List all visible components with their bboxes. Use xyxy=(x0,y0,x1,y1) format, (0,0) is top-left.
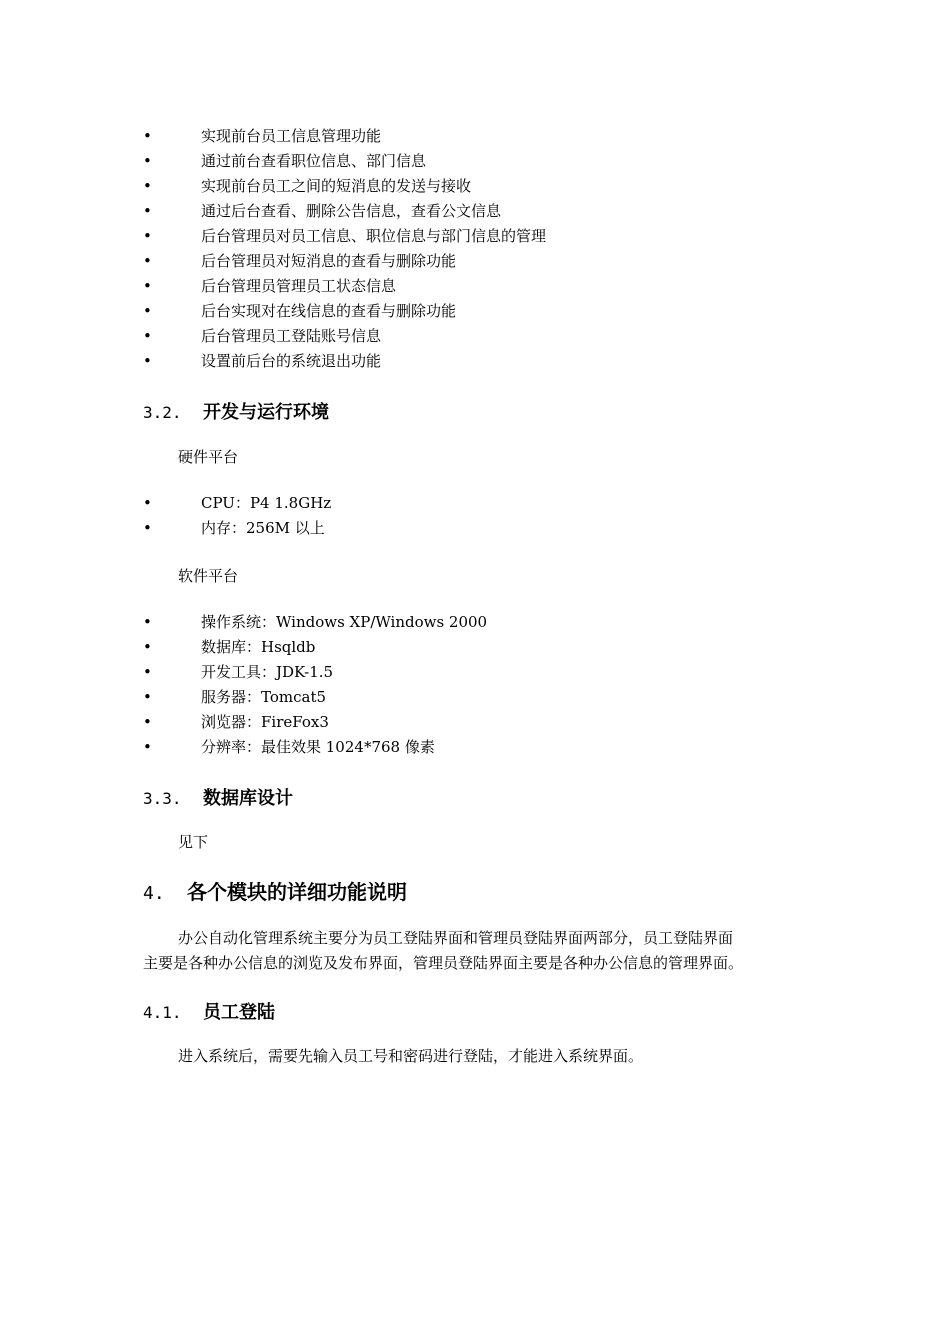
document-page: • 实现前台员工信息管理功能 • 通过前台查看职位信息、部门信息 • 实现前台员工之间的短消息的发送与接收 • 通过后台查看、删除公告信息，查看公文信息 • 后台管理员对员工信息、职位信息与部门信息的管理 • 后台管理员对短消息的查看与删除功能 • 后台管理员管理员工状态信息 • 后台实现对在线信息的查看与删除功能 • 后台管理员工登陆账号信息 • 设置前后台的系统退出功能 3.2. 开发与运行环境 硬件平台 • CPU：P4 1.8GHz • 内存：256M 以上 软件平台 • 操作系统：Windows XP/Windows 2000 • 数据库：Hsqldb • 开发工具：JDK-1.5 • 服务器：Tomcat5 • 浏览器：FireFox3 • 分辨率：最佳效果 1024*768 像素 3.3. 数据库设计 见下 4. 各个模块的详细功能说明 办公自动化管理系统主要分为员工登陆界面和管理员登陆界面两部分，员工登陆界面 主要是各种办公信息的浏览及发布界面，管理员登陆界面主要是各种办公信息的管理界面。 4.1. 员工登陆 进入系统后，需要先输入员工号和密码进行登陆，才能进入系统界面。 xyxy=(0,0,950,1344)
bullet-icon: • xyxy=(143,519,152,537)
bullet-icon: • xyxy=(143,302,152,320)
bullet-icon: • xyxy=(143,738,152,756)
bullet-icon: • xyxy=(143,352,152,370)
software-label: 软件平台 xyxy=(178,567,239,585)
section-4-1-body: 进入系统后，需要先输入员工号和密码进行登陆，才能进入系统界面。 xyxy=(178,1047,644,1065)
bullet-icon: • xyxy=(143,227,152,245)
section-heading-4-1: 4.1. 员工登陆 xyxy=(143,1002,275,1023)
bullet-icon: • xyxy=(143,688,152,706)
section-heading-4: 4. 各个模块的详细功能说明 xyxy=(143,880,407,904)
bullet-icon: • xyxy=(143,277,152,295)
bullet-icon: • xyxy=(143,638,152,656)
bullet-icon: • xyxy=(143,202,152,220)
bullet-icon: • xyxy=(143,713,152,731)
bullet-icon: • xyxy=(143,177,152,195)
hardware-label: 硬件平台 xyxy=(178,448,239,466)
bullet-icon: • xyxy=(143,663,152,681)
bullet-icon: • xyxy=(143,613,152,631)
section-3-3-body: 见下 xyxy=(178,833,209,851)
bullet-icon: • xyxy=(143,494,152,512)
bullet-icon: • xyxy=(143,152,152,170)
section-4-paragraph-line1: 办公自动化管理系统主要分为员工登陆界面和管理员登陆界面两部分，员工登陆界面 xyxy=(178,929,734,947)
bullet-icon: • xyxy=(143,327,152,345)
section-heading-3-2: 3.2. 开发与运行环境 xyxy=(143,402,329,423)
bullet-icon: • xyxy=(143,127,152,145)
section-4-paragraph-line2: 主要是各种办公信息的浏览及发布界面，管理员登陆界面主要是各种办公信息的管理界面。 xyxy=(143,954,744,972)
section-heading-3-3: 3.3. 数据库设计 xyxy=(143,788,293,809)
bullet-icon: • xyxy=(143,252,152,270)
